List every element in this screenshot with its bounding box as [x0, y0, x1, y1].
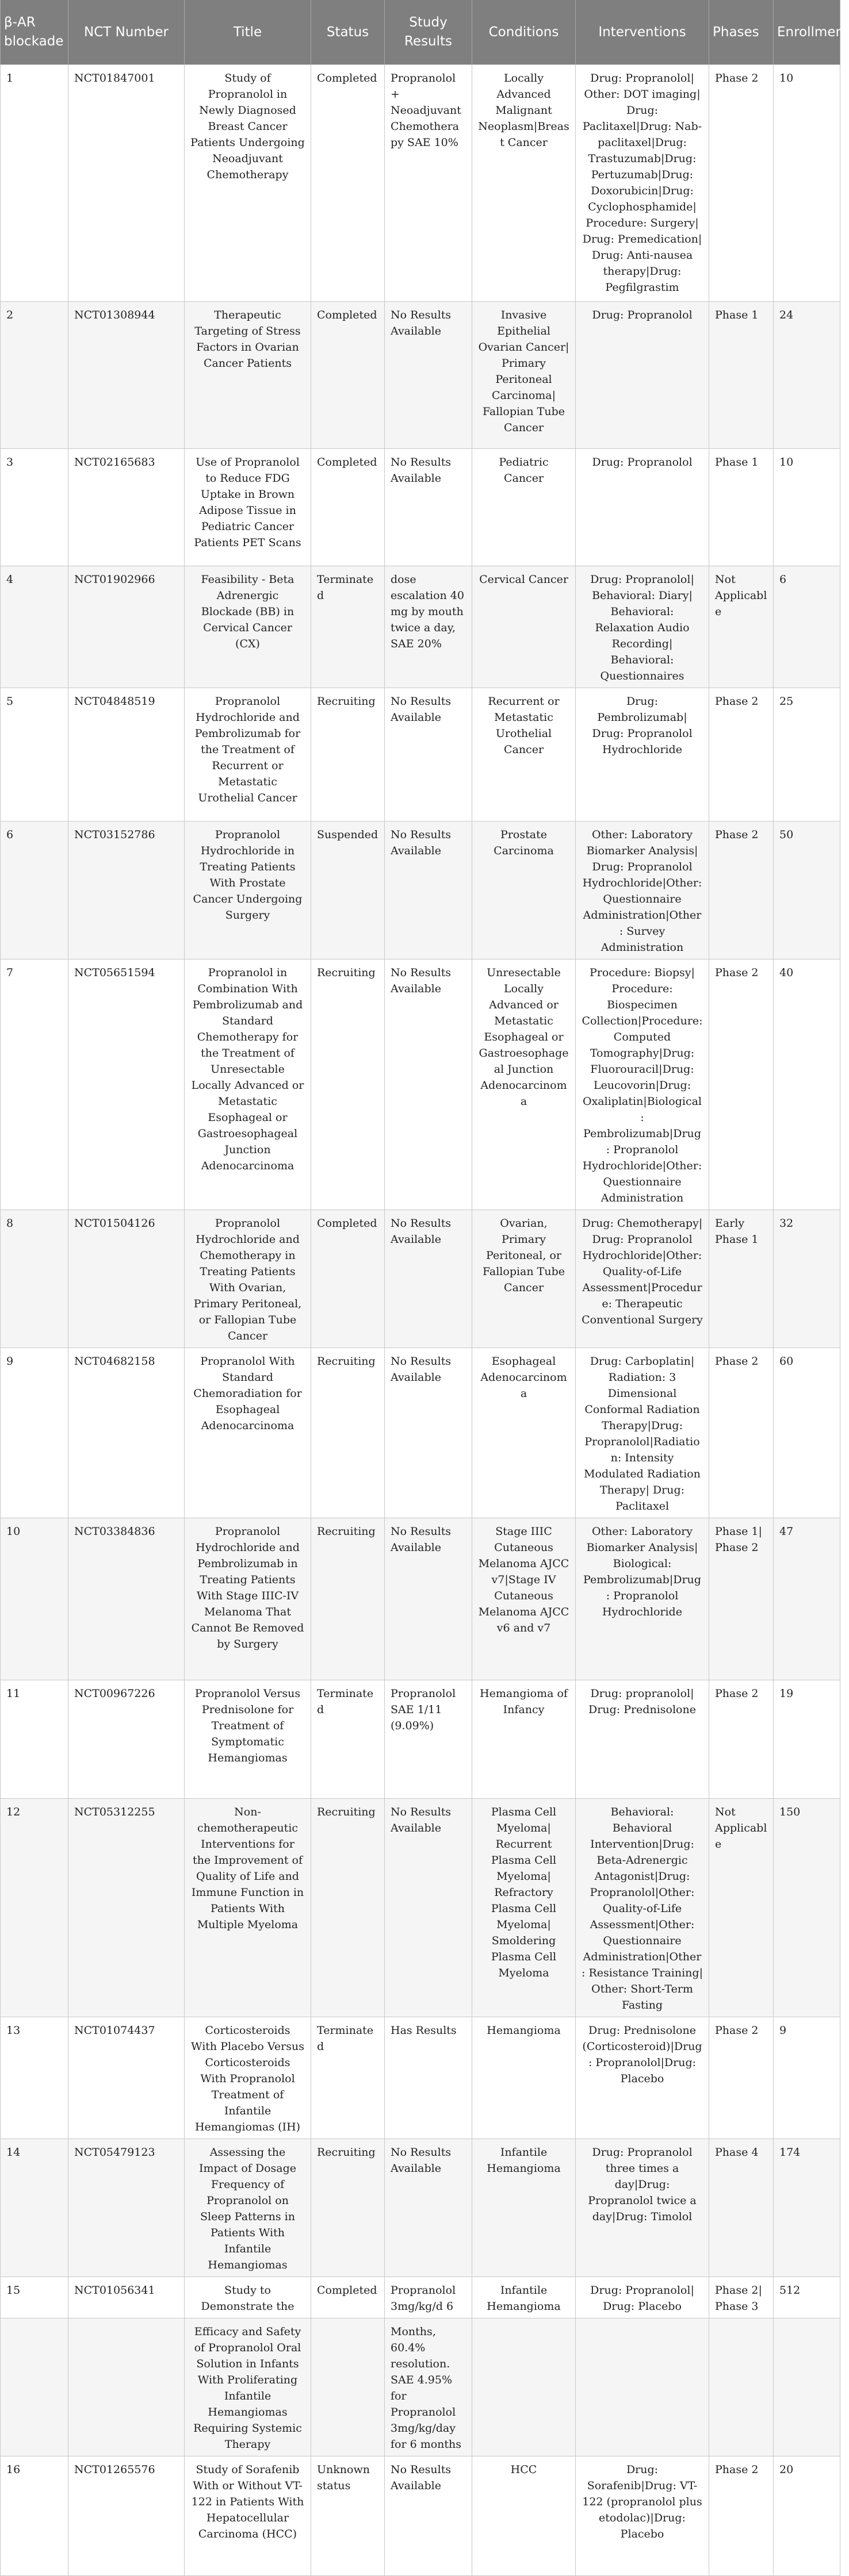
column-header: Interventions	[576, 0, 709, 65]
table-row	[1, 566, 840, 688]
cell-enrollment: 60	[774, 1348, 840, 1518]
cell-nct-number	[68, 2318, 185, 2456]
cell-interventions: Drug: propranolol| Drug: Prednisolone	[576, 1680, 709, 1799]
cell-status: Terminated	[311, 566, 385, 688]
cell-conditions	[472, 2318, 576, 2456]
cell-interventions: Drug: Pembrolizumab| Drug: Propranolol Hydrochloride	[576, 688, 709, 821]
cell-study-results: No Results Available	[385, 1348, 472, 1518]
cell-nct-number: NCT01902966	[68, 566, 185, 688]
cell-study-results: Has Results	[385, 2017, 472, 2139]
cell-enrollment: 174	[774, 2139, 840, 2277]
cell-id: 5	[1, 688, 68, 821]
table-row	[1, 1348, 840, 1518]
cell-phases: Phase 4	[709, 2139, 774, 2277]
table-row	[1, 302, 840, 449]
cell-phases: Phase 2	[709, 1680, 774, 1799]
column-header: β-AR blockade	[1, 0, 68, 65]
cell-interventions: Drug: Propranolol	[576, 302, 709, 449]
column-header: Title	[185, 0, 311, 65]
cell-status: Completed	[311, 302, 385, 449]
cell-title: Feasibility - Beta Adrenergic Blockade (BB) in Cervical Cancer (CX)	[185, 566, 311, 688]
cell-nct-number: NCT03384836	[68, 1518, 185, 1680]
cell-enrollment: 10	[774, 449, 840, 566]
table-row	[1, 449, 840, 566]
cell-enrollment: 50	[774, 821, 840, 959]
cell-conditions: Infantile Hemangioma	[472, 2139, 576, 2277]
cell-conditions: Infantile Hemangioma	[472, 2277, 576, 2318]
cell-enrollment: 47	[774, 1518, 840, 1680]
cell-title: Efficacy and Safety of Propranolol Oral Solution in Infants With Proliferating Infantile Hemangiomas Requiring Systemic Therapy	[185, 2318, 311, 2456]
cell-title: Corticosteroids With Placebo Versus Corticosteroids With Propranolol Treatment of Infantile Hemangiomas (IH)	[185, 2017, 311, 2139]
cell-interventions: Procedure: Biopsy| Procedure: Biospecimen Collection|Procedure: Computed Tomography|Drug: Fluorouracil|Drug: Leucovorin|Drug: Oxaliplatin|Biological: Pembrolizumab|Drug: Propranolol Hydrochloride|Other: Questionnaire Administration	[576, 959, 709, 1210]
cell-enrollment	[774, 2318, 840, 2456]
cell-conditions: Recurrent or Metastatic Urothelial Cancer	[472, 688, 576, 821]
cell-study-results: No Results Available	[385, 688, 472, 821]
cell-nct-number: NCT05651594	[68, 959, 185, 1210]
cell-nct-number: NCT05479123	[68, 2139, 185, 2277]
cell-conditions: Invasive Epithelial Ovarian Cancer| Primary Peritoneal Carcinoma| Fallopian Tube Cancer	[472, 302, 576, 449]
cell-interventions: Drug: Propranolol| Other: DOT imaging| Drug: Paclitaxel|Drug: Nab-paclitaxel|Drug: Trastuzumab|Drug: Pertuzumab|Drug: Doxorubicin|Drug: Cyclophosphamide| Procedure: Surgery| Drug: Premedication| Drug: Anti-nausea therapy|Drug: Pegfilgrastim	[576, 65, 709, 302]
table-row	[1, 65, 840, 302]
cell-status: Unknown status	[311, 2456, 385, 2576]
cell-status: Recruiting	[311, 1518, 385, 1680]
cell-id: 10	[1, 1518, 68, 1680]
cell-conditions: Esophageal Adenocarcinoma	[472, 1348, 576, 1518]
table-row	[1, 1210, 840, 1348]
cell-id: 4	[1, 566, 68, 688]
cell-id: 6	[1, 821, 68, 959]
cell-phases: Phase 1| Phase 2	[709, 1518, 774, 1680]
cell-interventions: Drug: Propranolol three times a day|Drug: Propranolol twice a day|Drug: Timolol	[576, 2139, 709, 2277]
cell-study-results: Propranolol 3mg/kg/d 6	[385, 2277, 472, 2318]
cell-interventions: Drug: Propranolol	[576, 449, 709, 566]
cell-conditions: Plasma Cell Myeloma| Recurrent Plasma Cell Myeloma| Refractory Plasma Cell Myeloma| Smoldering Plasma Cell Myeloma	[472, 1799, 576, 2017]
cell-status: Recruiting	[311, 959, 385, 1210]
cell-phases: Phase 2	[709, 959, 774, 1210]
cell-title: Study of Propranolol in Newly Diagnosed Breast Cancer Patients Undergoing Neoadjuvant Chemotherapy	[185, 65, 311, 302]
cell-interventions: Drug: Sorafenib|Drug: VT-122 (propranolol plus etodolac)|Drug: Placebo	[576, 2456, 709, 2576]
cell-interventions: Drug: Propranolol| Behavioral: Diary| Behavioral: Relaxation Audio Recording| Behavioral: Questionnaires	[576, 566, 709, 688]
cell-conditions: Unresectable Locally Advanced or Metastatic Esophageal or Gastroesophageal Junction Adenocarcinoma	[472, 959, 576, 1210]
cell-nct-number: NCT01308944	[68, 302, 185, 449]
cell-nct-number: NCT04682158	[68, 1348, 185, 1518]
table-row	[1, 2017, 840, 2139]
cell-study-results: No Results Available	[385, 1518, 472, 1680]
cell-study-results: dose escalation 40 mg by mouth twice a day, SAE 20%	[385, 566, 472, 688]
cell-title: Assessing the Impact of Dosage Frequency of Propranolol on Sleep Patterns in Patients With Infantile Hemangiomas	[185, 2139, 311, 2277]
header-row	[1, 0, 840, 65]
cell-id: 9	[1, 1348, 68, 1518]
cell-phases: Phase 2	[709, 821, 774, 959]
cell-id: 1	[1, 65, 68, 302]
cell-conditions: Hemangioma of Infancy	[472, 1680, 576, 1799]
cell-interventions: Drug: Propranolol| Drug: Placebo	[576, 2277, 709, 2318]
cell-phases: Early Phase 1	[709, 1210, 774, 1348]
cell-enrollment: 19	[774, 1680, 840, 1799]
cell-id: 8	[1, 1210, 68, 1348]
cell-id: 11	[1, 1680, 68, 1799]
cell-phases: Phase 2	[709, 2456, 774, 2576]
cell-interventions: Drug: Prednisolone (Corticosteroid)|Drug: Propranolol|Drug: Placebo	[576, 2017, 709, 2139]
cell-enrollment: 512	[774, 2277, 840, 2318]
column-header: Status	[311, 0, 385, 65]
cell-conditions: Ovarian, Primary Peritoneal, or Fallopian Tube Cancer	[472, 1210, 576, 1348]
cell-enrollment: 10	[774, 65, 840, 302]
cell-study-results: No Results Available	[385, 821, 472, 959]
table-row	[1, 1518, 840, 1680]
cell-id: 13	[1, 2017, 68, 2139]
cell-id: 2	[1, 302, 68, 449]
cell-nct-number: NCT04848519	[68, 688, 185, 821]
cell-enrollment: 32	[774, 1210, 840, 1348]
cell-title: Propranolol Hydrochloride in Treating Patients With Prostate Cancer Undergoing Surgery	[185, 821, 311, 959]
table-row	[1, 688, 840, 821]
cell-id: 7	[1, 959, 68, 1210]
cell-conditions: Hemangioma	[472, 2017, 576, 2139]
cell-phases: Phase 2	[709, 2017, 774, 2139]
cell-id	[1, 2318, 68, 2456]
cell-status: Recruiting	[311, 2139, 385, 2277]
cell-study-results: No Results Available	[385, 1210, 472, 1348]
cell-title: Propranolol Versus Prednisolone for Treatment of Symptomatic Hemangiomas	[185, 1680, 311, 1799]
cell-phases: Phase 2	[709, 65, 774, 302]
cell-nct-number: NCT01265576	[68, 2456, 185, 2576]
cell-nct-number: NCT01056341	[68, 2277, 185, 2318]
cell-conditions: Cervical Cancer	[472, 566, 576, 688]
column-header: Conditions	[472, 0, 576, 65]
table-row	[1, 1799, 840, 2017]
cell-study-results: No Results Available	[385, 302, 472, 449]
cell-study-results: Propranolol + Neoadjuvant Chemotherapy SAE 10%	[385, 65, 472, 302]
cell-id: 15	[1, 2277, 68, 2318]
cell-title: Propranolol Hydrochloride and Pembrolizumab for the Treatment of Recurrent or Metastatic Urothelial Cancer	[185, 688, 311, 821]
cell-id: 3	[1, 449, 68, 566]
cell-conditions: Pediatric Cancer	[472, 449, 576, 566]
cell-title: Study to Demonstrate the	[185, 2277, 311, 2318]
cell-status: Terminated	[311, 2017, 385, 2139]
cell-status: Suspended	[311, 821, 385, 959]
cell-phases: Phase 2	[709, 688, 774, 821]
table-row	[1, 1680, 840, 1799]
cell-status: Completed	[311, 1210, 385, 1348]
cell-phases: Phase 1	[709, 302, 774, 449]
cell-nct-number: NCT01504126	[68, 1210, 185, 1348]
cell-study-results: Months, 60.4% resolution. SAE 4.95% for Propranolol 3mg/kg/day for 6 months	[385, 2318, 472, 2456]
column-header: Study Results	[385, 0, 472, 65]
cell-nct-number: NCT05312255	[68, 1799, 185, 2017]
table-row	[1, 2139, 840, 2277]
cell-title: Non-chemotherapeutic Interventions for the Improvement of Quality of Life and Immune Function in Patients With Multiple Myeloma	[185, 1799, 311, 2017]
cell-status: Completed	[311, 2277, 385, 2318]
cell-enrollment: 9	[774, 2017, 840, 2139]
cell-interventions: Drug: Chemotherapy| Drug: Propranolol Hydrochloride|Other: Quality-of-Life Assessment|Procedure: Therapeutic Conventional Surgery	[576, 1210, 709, 1348]
table-row	[1, 2277, 840, 2318]
cell-nct-number: NCT01074437	[68, 2017, 185, 2139]
cell-conditions: Locally Advanced Malignant Neoplasm|Breast Cancer	[472, 65, 576, 302]
cell-nct-number: NCT02165683	[68, 449, 185, 566]
cell-title: Propranolol Hydrochloride and Chemotherapy in Treating Patients With Ovarian, Primary Peritoneal, or Fallopian Tube Cancer	[185, 1210, 311, 1348]
cell-enrollment: 20	[774, 2456, 840, 2576]
cell-phases	[709, 2318, 774, 2456]
cell-interventions: Other: Laboratory Biomarker Analysis| Biological: Pembrolizumab|Drug: Propranolol Hydrochloride	[576, 1518, 709, 1680]
cell-id: 14	[1, 2139, 68, 2277]
cell-id: 12	[1, 1799, 68, 2017]
cell-id: 16	[1, 2456, 68, 2576]
cell-phases: Not Applicable	[709, 1799, 774, 2017]
cell-conditions: Prostate Carcinoma	[472, 821, 576, 959]
cell-status: Completed	[311, 449, 385, 566]
cell-title: Study of Sorafenib With or Without VT-122 in Patients With Hepatocellular Carcinoma (HCC)	[185, 2456, 311, 2576]
cell-status: Recruiting	[311, 1799, 385, 2017]
cell-study-results: No Results Available	[385, 449, 472, 566]
cell-interventions: Behavioral: Behavioral Intervention|Drug: Beta-Adrenergic Antagonist|Drug: Propranolol|Other: Quality-of-Life Assessment|Other: Questionnaire Administration|Other: Resistance Training| Other: Short-Term Fasting	[576, 1799, 709, 2017]
cell-status: Recruiting	[311, 688, 385, 821]
cell-conditions: Stage IIIC Cutaneous Melanoma AJCC v7|Stage IV Cutaneous Melanoma AJCC v6 and v7	[472, 1518, 576, 1680]
cell-enrollment: 24	[774, 302, 840, 449]
table-row	[1, 2456, 840, 2576]
cell-phases: Phase 2	[709, 1348, 774, 1518]
cell-study-results: No Results Available	[385, 2456, 472, 2576]
cell-title: Propranolol in Combination With Pembrolizumab and Standard Chemotherapy for the Treatment of Unresectable Locally Advanced or Metastatic Esophageal or Gastroesophageal Junction Adenocarcinoma	[185, 959, 311, 1210]
table-row	[1, 2318, 840, 2456]
cell-status: Terminated	[311, 1680, 385, 1799]
cell-title: Propranolol With Standard Chemoradiation for Esophageal Adenocarcinoma	[185, 1348, 311, 1518]
cell-phases: Not Applicable	[709, 566, 774, 688]
cell-interventions: Drug: Carboplatin| Radiation: 3 Dimensional Conformal Radiation Therapy|Drug: Propranolol|Radiation: Intensity Modulated Radiation Therapy| Drug: Paclitaxel	[576, 1348, 709, 1518]
cell-conditions: HCC	[472, 2456, 576, 2576]
table-row	[1, 959, 840, 1210]
column-header: Enrollment	[774, 0, 840, 65]
cell-study-results: No Results Available	[385, 959, 472, 1210]
cell-title: Use of Propranolol to Reduce FDG Uptake in Brown Adipose Tissue in Pediatric Cancer Patients PET Scans	[185, 449, 311, 566]
cell-enrollment: 25	[774, 688, 840, 821]
cell-enrollment: 40	[774, 959, 840, 1210]
cell-study-results: Propranolol SAE 1/11 (9.09%)	[385, 1680, 472, 1799]
table-row	[1, 821, 840, 959]
column-header: Phases	[709, 0, 774, 65]
cell-phases: Phase 1	[709, 449, 774, 566]
cell-title: Therapeutic Targeting of Stress Factors in Ovarian Cancer Patients	[185, 302, 311, 449]
column-header: NCT Number	[68, 0, 185, 65]
cell-phases: Phase 2| Phase 3	[709, 2277, 774, 2318]
cell-nct-number: NCT01847001	[68, 65, 185, 302]
cell-status: Completed	[311, 65, 385, 302]
cell-title: Propranolol Hydrochloride and Pembrolizumab in Treating Patients With Stage IIIC-IV Melanoma That Cannot Be Removed by Surgery	[185, 1518, 311, 1680]
cell-study-results: No Results Available	[385, 1799, 472, 2017]
cell-nct-number: NCT00967226	[68, 1680, 185, 1799]
cell-nct-number: NCT03152786	[68, 821, 185, 959]
cell-enrollment: 150	[774, 1799, 840, 2017]
cell-status	[311, 2318, 385, 2456]
cell-status: Recruiting	[311, 1348, 385, 1518]
cell-enrollment: 6	[774, 566, 840, 688]
cell-study-results: No Results Available	[385, 2139, 472, 2277]
cell-interventions: Other: Laboratory Biomarker Analysis| Drug: Propranolol Hydrochloride|Other: Questionnaire Administration|Other: Survey Administration	[576, 821, 709, 959]
cell-interventions	[576, 2318, 709, 2456]
